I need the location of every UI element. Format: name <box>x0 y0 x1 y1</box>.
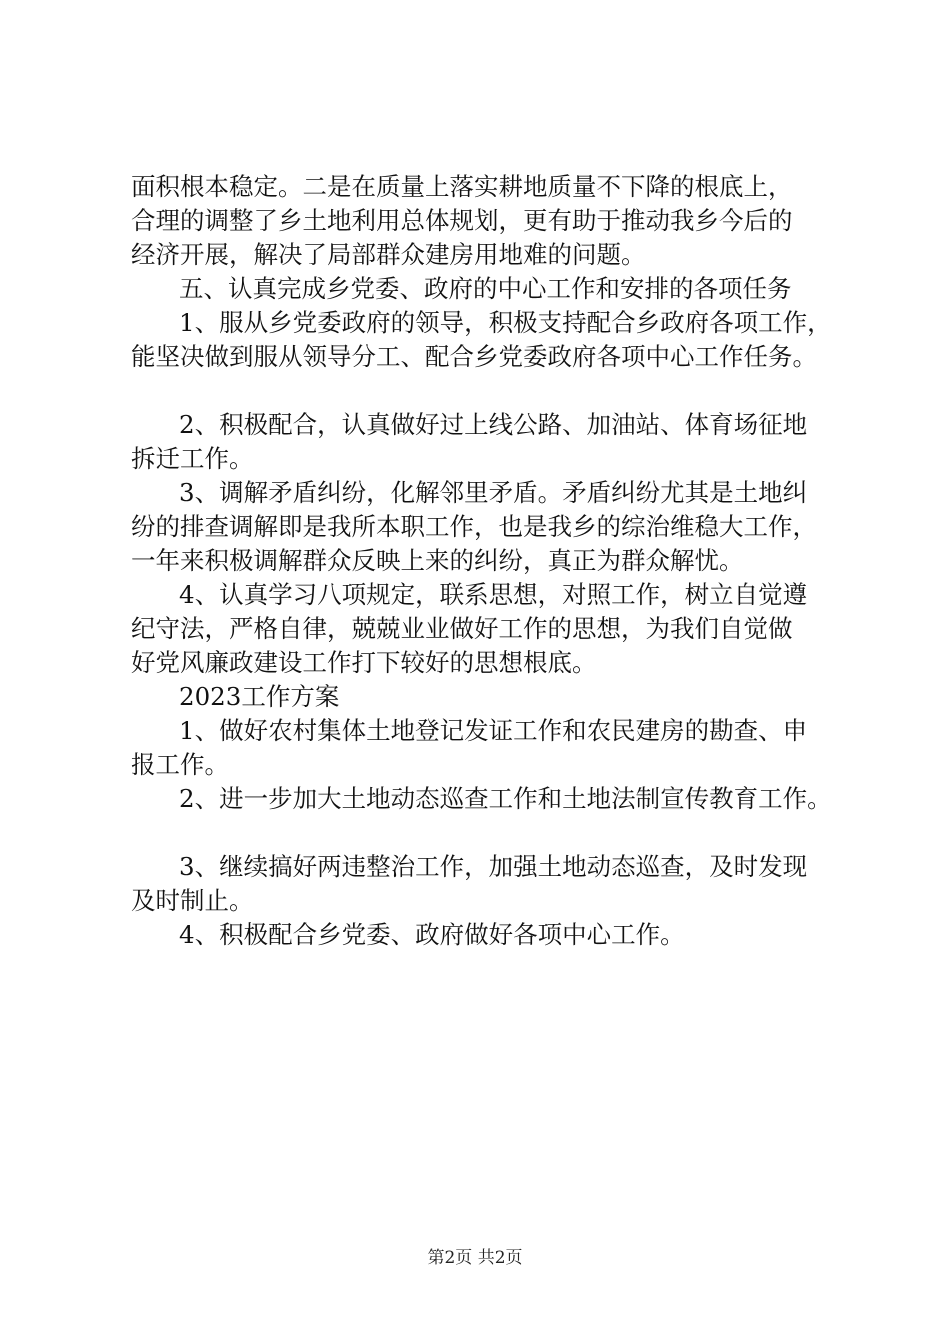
section-heading: 五、认真完成乡党委、政府的中心工作和安排的各项任务 <box>179 274 792 303</box>
text-line: 能坚决做到服从领导分工、配合乡党委政府各项中心工作任务。 <box>131 342 817 371</box>
text-line: 1、服从乡党委政府的领导，积极支持配合乡政府各项工作， <box>179 308 832 337</box>
section-heading: 2023工作方案 <box>179 682 340 711</box>
text-line: 好党风廉政建设工作打下较好的思想根底。 <box>131 648 597 677</box>
document-body <box>131 170 851 952</box>
text-line: 面积根本稳定。二是在质量上落实耕地质量不下降的根底上， <box>131 172 793 201</box>
blank-line <box>131 374 851 408</box>
text-line: 及时制止。 <box>131 886 254 915</box>
text-line: 3、继续搞好两违整治工作，加强土地动态巡查，及时发现 <box>179 852 808 881</box>
text-line: 纷的排查调解即是我所本职工作，也是我乡的综治维稳大工作， <box>131 512 817 541</box>
text-line: 3、调解矛盾纠纷，化解邻里矛盾。矛盾纠纷尤其是土地纠 <box>179 478 808 507</box>
text-line: 合理的调整了乡土地利用总体规划，更有助于推动我乡今后的 <box>131 206 793 235</box>
text-line: 纪守法，严格自律，兢兢业业做好工作的思想，为我们自觉做 <box>131 614 793 643</box>
text-line: 1、做好农村集体土地登记发证工作和农民建房的勘查、申 <box>179 716 808 745</box>
text-line: 拆迁工作。 <box>131 444 254 473</box>
text-line: 4、认真学习八项规定，联系思想，对照工作，树立自觉遵 <box>179 580 808 609</box>
text-line: 报工作。 <box>131 750 229 779</box>
page-number-footer: 第2页 共2页 <box>427 1248 523 1268</box>
text-line: 4、积极配合乡党委、政府做好各项中心工作。 <box>179 920 685 949</box>
text-line: 经济开展，解决了局部群众建房用地难的问题。 <box>131 240 646 269</box>
blank-line <box>131 816 851 850</box>
text-line: 2、积极配合，认真做好过上线公路、加油站、体育场征地 <box>179 410 808 439</box>
text-line: 2、进一步加大土地动态巡查工作和土地法制宣传教育工作。 <box>179 784 832 813</box>
text-line: 一年来积极调解群众反映上来的纠纷，真正为群众解忧。 <box>131 546 744 575</box>
